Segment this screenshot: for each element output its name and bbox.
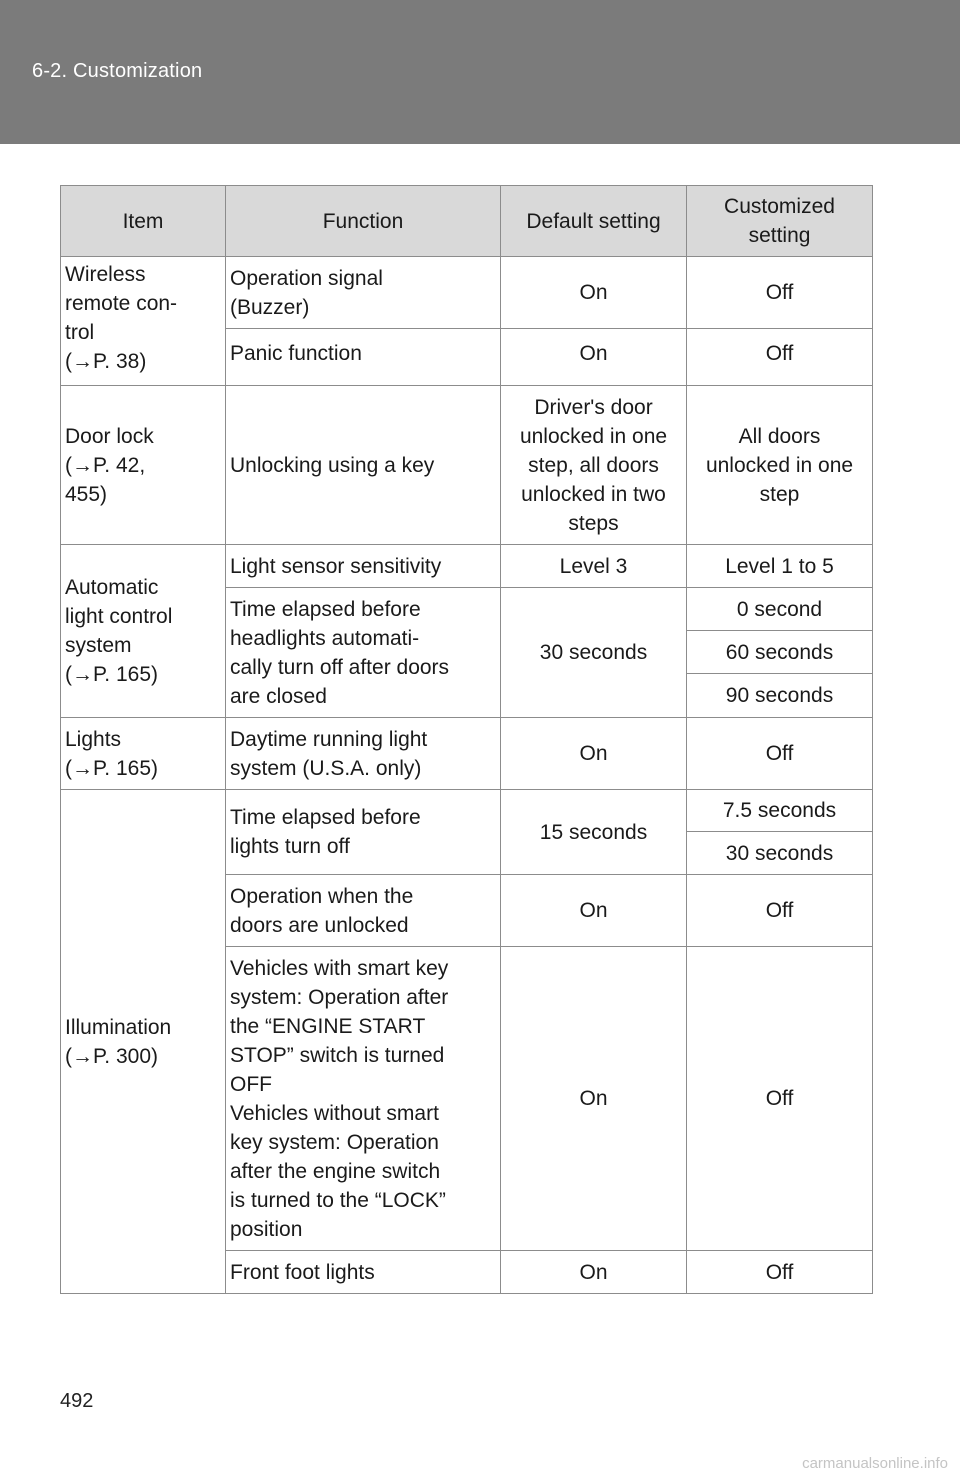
customized-cell: Off xyxy=(687,1251,873,1294)
function-cell: Daytime running light system (U.S.A. only) xyxy=(226,718,501,790)
column-header-default-setting: Default setting xyxy=(501,186,687,257)
customized-cell: Off xyxy=(687,329,873,386)
default-cell: On xyxy=(501,257,687,329)
default-cell: On xyxy=(501,947,687,1251)
function-cell: Front foot lights xyxy=(226,1251,501,1294)
default-cell: 15 seconds xyxy=(501,790,687,875)
item-cell-lights: Lights (→P. 165) xyxy=(61,718,226,790)
table-row xyxy=(61,718,873,790)
customized-cell: Level 1 to 5 xyxy=(687,545,873,588)
table-row xyxy=(61,257,873,329)
default-cell: Driver's door unlocked in one step, all doors unlocked in two steps xyxy=(501,386,687,545)
header-band xyxy=(0,0,960,144)
table-row xyxy=(61,545,873,588)
default-cell: On xyxy=(501,1251,687,1294)
column-header-function: Function xyxy=(226,186,501,257)
item-cell-wireless-remote: Wireless remote con- trol (→P. 38) xyxy=(61,257,226,386)
column-header-customized-setting: Customized setting xyxy=(687,186,873,257)
item-cell-illumination: Illumination (→P. 300) xyxy=(61,790,226,1294)
watermark: carmanualsonline.info xyxy=(802,1455,948,1472)
customized-cell: Off xyxy=(687,947,873,1251)
item-cell-automatic-light-control: Automatic light control system (→P. 165) xyxy=(61,545,226,718)
function-cell: Vehicles with smart key system: Operation after the “ENGINE START STOP” switch is turned OFF Vehicles without smart key system: Operation after the engine switch is turned to the “LOCK” position xyxy=(226,947,501,1251)
function-cell: Time elapsed before headlights automati- cally turn off after doors are closed xyxy=(226,588,501,718)
page-number: 492 xyxy=(60,1390,94,1412)
customized-cell: Off xyxy=(687,875,873,947)
function-cell: Time elapsed before lights turn off xyxy=(226,790,501,875)
item-cell-door-lock: Door lock (→P. 42, 455) xyxy=(61,386,226,545)
table-row xyxy=(61,386,873,545)
customized-cell: 90 seconds xyxy=(687,674,873,718)
customized-cell: 60 seconds xyxy=(687,631,873,674)
column-header-item: Item xyxy=(61,186,226,257)
customized-cell: All doors unlocked in one step xyxy=(687,386,873,545)
function-cell: Light sensor sensitivity xyxy=(226,545,501,588)
table-row xyxy=(61,790,873,832)
function-cell: Panic function xyxy=(226,329,501,386)
function-cell: Operation when the doors are unlocked xyxy=(226,875,501,947)
default-cell: On xyxy=(501,718,687,790)
customized-cell: Off xyxy=(687,257,873,329)
customized-cell: 7.5 seconds xyxy=(687,790,873,832)
function-cell: Unlocking using a key xyxy=(226,386,501,545)
section-title: 6-2. Customization xyxy=(32,60,203,82)
customized-cell: 30 seconds xyxy=(687,832,873,875)
default-cell: Level 3 xyxy=(501,545,687,588)
function-cell: Operation signal (Buzzer) xyxy=(226,257,501,329)
customization-table xyxy=(60,185,873,1294)
customized-cell: 0 second xyxy=(687,588,873,631)
table-header-row xyxy=(61,186,873,257)
default-cell: 30 seconds xyxy=(501,588,687,718)
customized-cell: Off xyxy=(687,718,873,790)
default-cell: On xyxy=(501,329,687,386)
default-cell: On xyxy=(501,875,687,947)
